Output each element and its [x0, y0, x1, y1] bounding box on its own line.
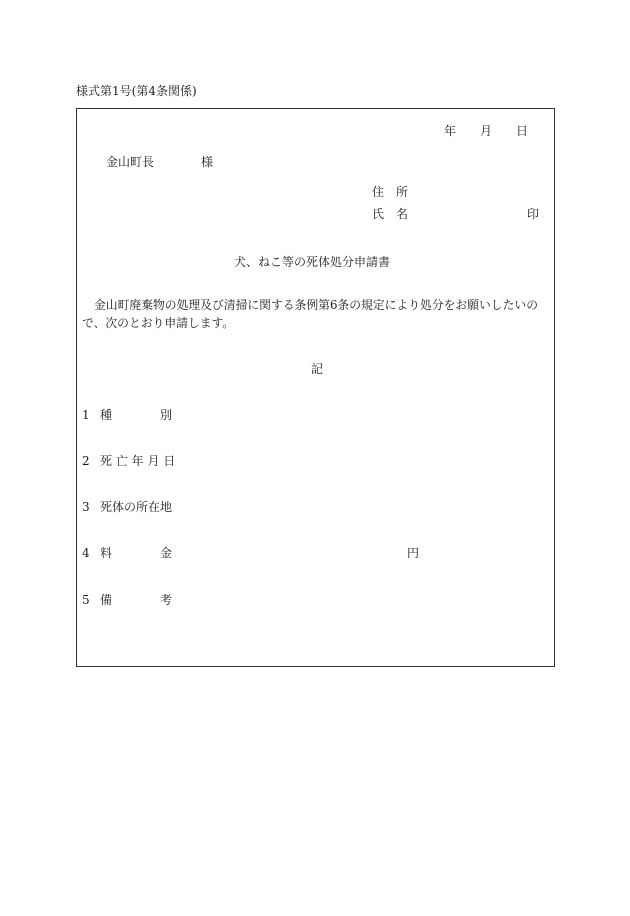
addressee-name: 金山町長	[106, 155, 155, 169]
document-title: 犬、ねこ等の死体処分申請書	[234, 255, 391, 269]
fee-unit: 円	[407, 546, 420, 560]
form-number: 様式第1号(第4条関係)	[76, 84, 197, 98]
applicant-name-label: 氏 名	[372, 207, 409, 221]
item-label: 種 別	[100, 408, 173, 422]
item-label: 死 亡 年 月 日	[100, 454, 176, 468]
item-label: 死体の所在地	[100, 500, 173, 514]
date-day-label: 日	[516, 124, 529, 138]
item-number: 3	[82, 500, 90, 514]
applicant-address-label: 住 所	[372, 185, 409, 199]
item-number: 2	[82, 454, 90, 468]
body-line-2: で、次のとおり申請します。	[82, 316, 235, 330]
body-line-1: 金山町廃棄物の処理及び清掃に関する条例第6条の規定により処分をお願いしたいの	[94, 298, 538, 312]
item-label: 料 金	[100, 546, 173, 560]
seal-mark: 印	[527, 207, 540, 221]
item-number: 5	[82, 593, 90, 607]
item-label: 備 考	[100, 593, 173, 607]
note-heading: 記	[311, 362, 324, 376]
application-form	[76, 108, 555, 667]
date-year-label: 年	[444, 124, 457, 138]
item-number: 4	[82, 546, 90, 560]
date-month-label: 月	[480, 124, 493, 138]
addressee-honorific: 様	[201, 155, 214, 169]
item-number: 1	[82, 408, 90, 422]
